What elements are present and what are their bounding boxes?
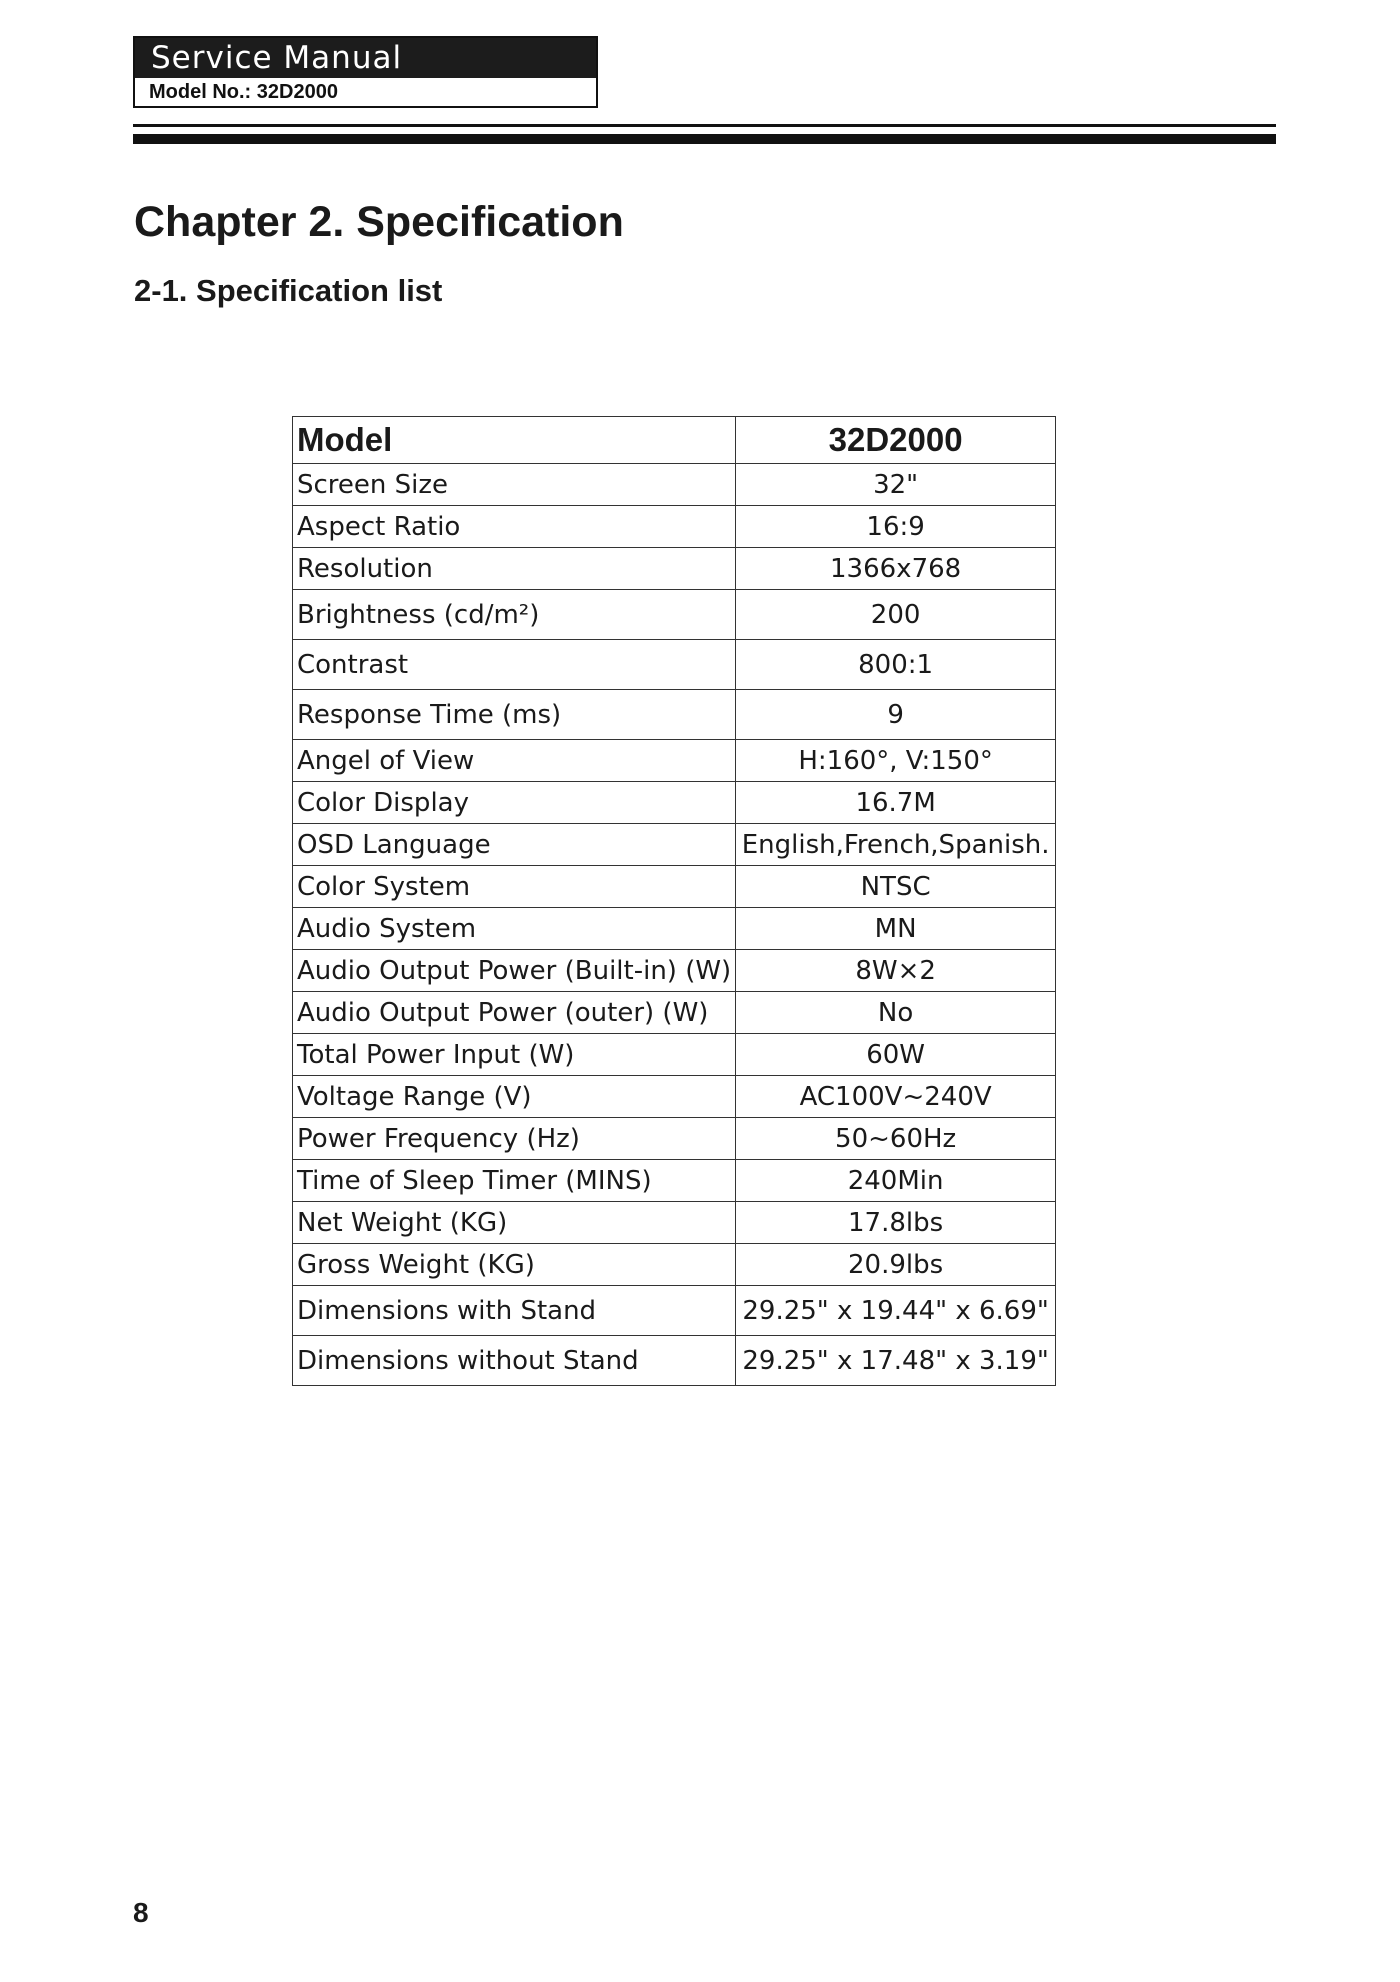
spec-value: 8W×2 xyxy=(736,950,1056,992)
spec-label: OSD Language xyxy=(293,824,736,866)
table-header-row xyxy=(293,417,1056,464)
spec-label: Brightness (cd/m²) xyxy=(293,590,736,640)
spec-value: 200 xyxy=(736,590,1056,640)
table-row xyxy=(293,690,1056,740)
spec-value: AC100V~240V xyxy=(736,1076,1056,1118)
spec-value: 1366x768 xyxy=(736,548,1056,590)
spec-label: Color Display xyxy=(293,782,736,824)
chapter-title: Chapter 2. Specification xyxy=(134,198,624,246)
spec-value: English,French,Spanish. xyxy=(736,824,1056,866)
spec-value: H:160°, V:150° xyxy=(736,740,1056,782)
spec-label: Net Weight (KG) xyxy=(293,1202,736,1244)
specification-table xyxy=(292,416,1056,1386)
table-row xyxy=(293,1118,1056,1160)
spec-value: 29.25" x 19.44" x 6.69" xyxy=(736,1286,1056,1336)
page-number: 8 xyxy=(133,1897,149,1928)
spec-value: 17.8lbs xyxy=(736,1202,1056,1244)
spec-value: 50~60Hz xyxy=(736,1118,1056,1160)
table-row xyxy=(293,782,1056,824)
table-row xyxy=(293,1244,1056,1286)
table-row xyxy=(293,1336,1056,1386)
spec-label: Aspect Ratio xyxy=(293,506,736,548)
spec-label: Time of Sleep Timer (MINS) xyxy=(293,1160,736,1202)
spec-label: Dimensions without Stand xyxy=(293,1336,736,1386)
table-row xyxy=(293,1160,1056,1202)
table-row xyxy=(293,590,1056,640)
spec-value: 29.25" x 17.48" x 3.19" xyxy=(736,1336,1056,1386)
table-row xyxy=(293,1076,1056,1118)
table-row xyxy=(293,908,1056,950)
spec-label: Voltage Range (V) xyxy=(293,1076,736,1118)
header-title: Service Manual xyxy=(135,38,596,78)
spec-label: Contrast xyxy=(293,640,736,690)
spec-value: No xyxy=(736,992,1056,1034)
spec-value: NTSC xyxy=(736,866,1056,908)
spec-label: Audio System xyxy=(293,908,736,950)
table-row xyxy=(293,1034,1056,1076)
table-row xyxy=(293,866,1056,908)
spec-label: Dimensions with Stand xyxy=(293,1286,736,1336)
spec-label: Resolution xyxy=(293,548,736,590)
table-row xyxy=(293,824,1056,866)
table-row xyxy=(293,1286,1056,1336)
spec-label: Power Frequency (Hz) xyxy=(293,1118,736,1160)
spec-value: 16.7M xyxy=(736,782,1056,824)
header-divider-thin xyxy=(133,124,1276,127)
spec-value: MN xyxy=(736,908,1056,950)
service-manual-header xyxy=(133,36,598,108)
spec-label: Color System xyxy=(293,866,736,908)
table-row xyxy=(293,640,1056,690)
spec-label: Audio Output Power (Built-in) (W) xyxy=(293,950,736,992)
spec-label: Audio Output Power (outer) (W) xyxy=(293,992,736,1034)
spec-value: 9 xyxy=(736,690,1056,740)
table-row xyxy=(293,548,1056,590)
section-title: 2-1. Specification list xyxy=(134,273,443,308)
spec-label: Total Power Input (W) xyxy=(293,1034,736,1076)
spec-value: 60W xyxy=(736,1034,1056,1076)
table-row xyxy=(293,464,1056,506)
spec-value: 16:9 xyxy=(736,506,1056,548)
spec-label: Response Time (ms) xyxy=(293,690,736,740)
spec-label: Screen Size xyxy=(293,464,736,506)
header-value-cell: 32D2000 xyxy=(736,417,1056,464)
header-model-number: Model No.: 32D2000 xyxy=(149,81,338,103)
spec-label: Gross Weight (KG) xyxy=(293,1244,736,1286)
table-row xyxy=(293,506,1056,548)
spec-value: 800:1 xyxy=(736,640,1056,690)
spec-label: Angel of View xyxy=(293,740,736,782)
table-row xyxy=(293,992,1056,1034)
table-row xyxy=(293,740,1056,782)
header-divider-thick xyxy=(133,134,1276,144)
table-row xyxy=(293,950,1056,992)
spec-value: 32" xyxy=(736,464,1056,506)
header-label-cell: Model xyxy=(293,417,736,464)
spec-value: 20.9lbs xyxy=(736,1244,1056,1286)
table-row xyxy=(293,1202,1056,1244)
spec-value: 240Min xyxy=(736,1160,1056,1202)
